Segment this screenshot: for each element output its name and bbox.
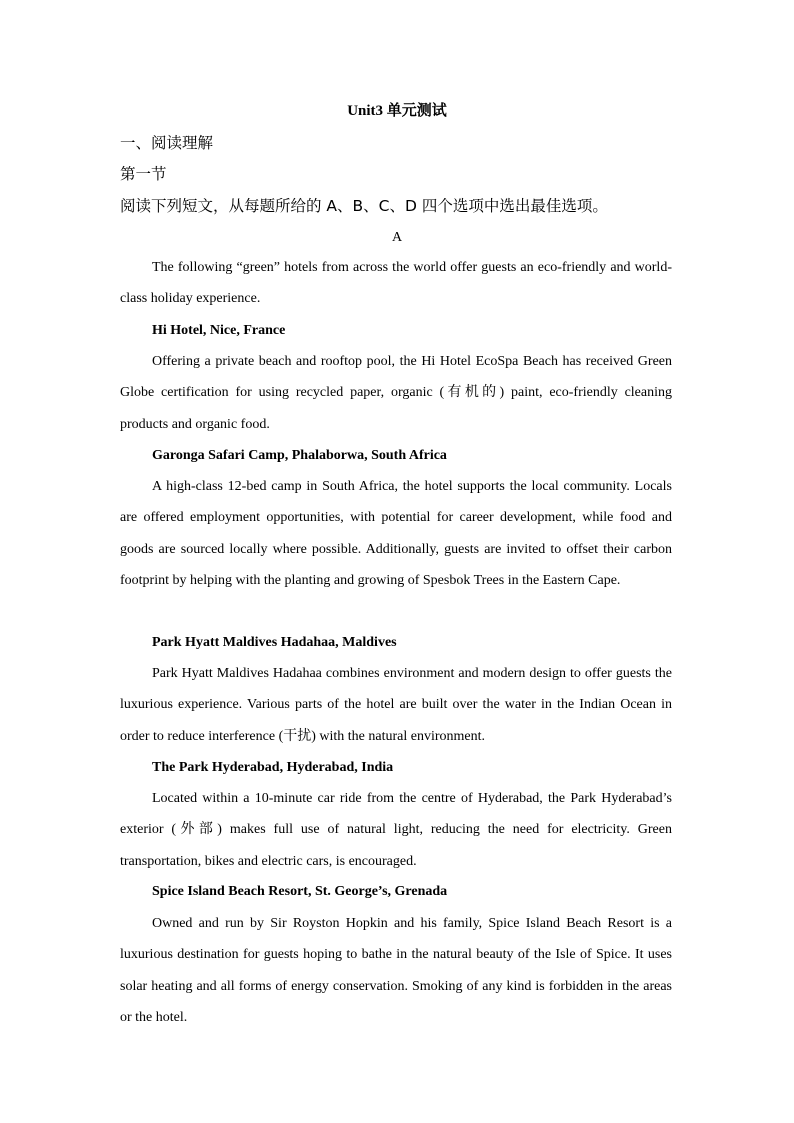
hotel-description: Park Hyatt Maldives Hadahaa combines environment and modern design to offer guests the luxurious experience. Various parts of the hotel are built over the water in the Indian Ocean in order to reduce interference (干扰) with the natural environment. [120,666,672,744]
hotel-heading: Spice Island Beach Resort, St. George’s, Grenada [152,884,448,899]
intro-paragraph: The following “green” hotels from across the world offer guests an eco-friendly and world-class holiday experience. [120,260,672,307]
passage-label: A [391,230,403,245]
hotel-heading: Park Hyatt Maldives Hadahaa, Maldives [152,635,397,650]
hotel-description: Owned and run by Sir Royston Hopkin and his family, Spice Island Beach Resort is a luxurious destination for guests hoping to bathe in the natural beauty of the Isle of Spice. It uses solar heating and all forms of energy conservation. Smoking of any kind is forbidden in the areas or the hotel. [120,916,672,1025]
page-title: Unit3 单元测试 [347,103,447,119]
hotel-description: Offering a private beach and rooftop pool, the Hi Hotel EcoSpa Beach has received Green Globe certification for using recycled paper, organic (有机的) paint, eco-friendly cleaning products and organic food. [120,354,672,432]
part-heading: 一、阅读理解 [120,134,214,152]
hotel-heading: The Park Hyderabad, Hyderabad, India [152,760,394,775]
hotel-description: A high-class 12-bed camp in South Africa, the hotel supports the local community. Locals are offered employment opportunities, with potential for career development, while food and goods are sourced locally where possible. Additionally, guests are invited to offset their carbon footprint by helping with the planting and growing of Spesbok Trees in the Eastern Cape. [120,479,672,588]
hotel-description: Located within a 10-minute car ride from the centre of Hyderabad, the Park Hyderabad’s exterior (外部) makes full use of natural light, reducing the need for electricity. Green transportation, bikes and electric cars, is encouraged. [120,791,672,869]
instructions: 阅读下列短文，从每题所给的 A、B、C、D 四个选项中选出最佳选项。 [120,197,608,215]
hotel-heading: Hi Hotel, Nice, France [152,323,286,338]
section-heading: 第一节 [120,165,167,183]
hotel-heading: Garonga Safari Camp, Phalaborwa, South Africa [152,448,447,463]
